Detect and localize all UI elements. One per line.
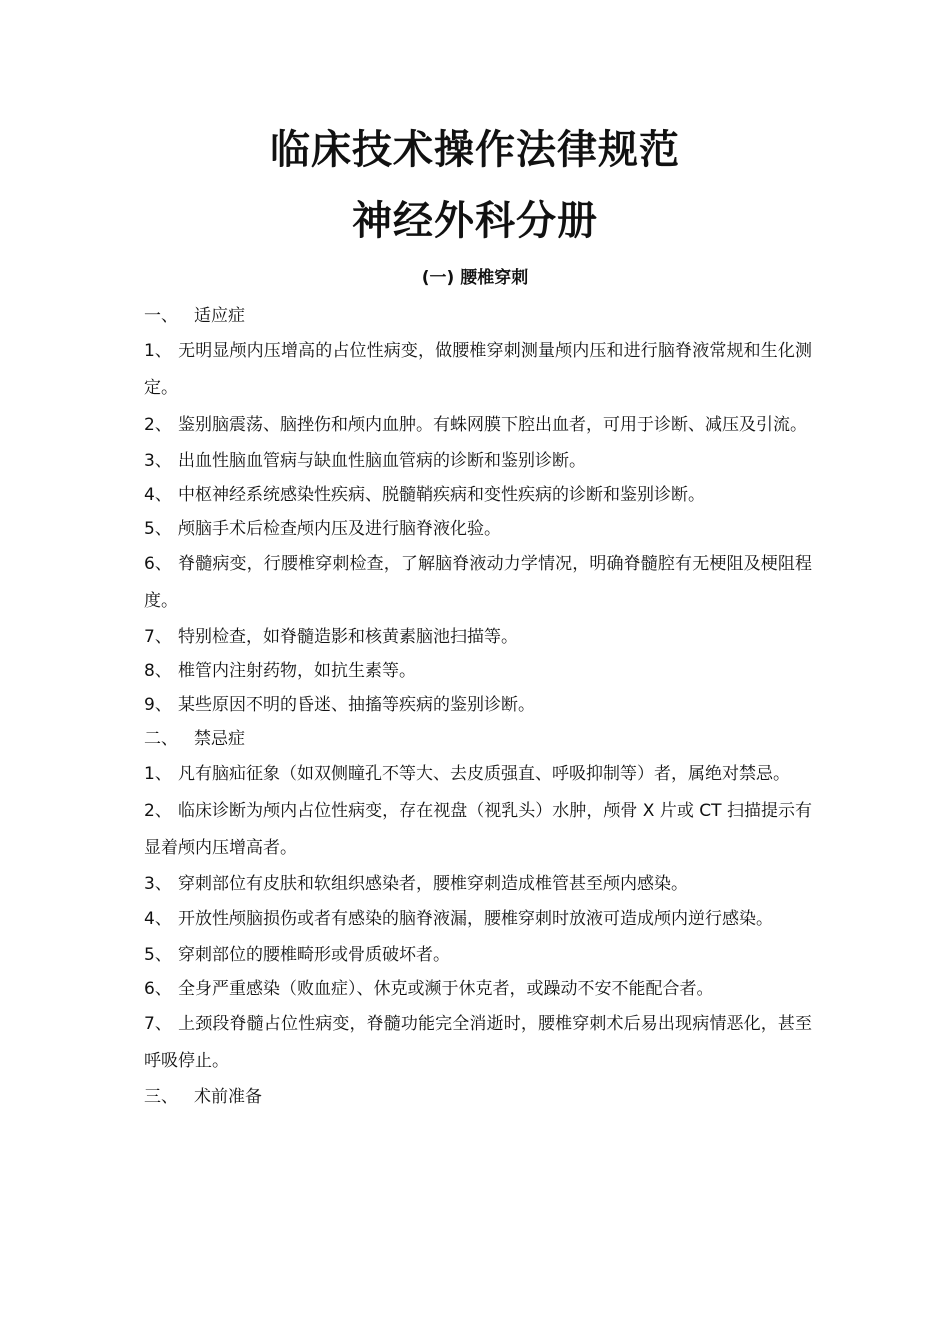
list-item — [144, 546, 812, 620]
list-item — [144, 1006, 812, 1080]
section-number: 三、 — [144, 1087, 178, 1107]
section-heading-text: 禁忌症 — [194, 729, 245, 749]
document-body — [144, 299, 812, 1114]
section-heading-text: 术前准备 — [194, 1087, 262, 1107]
list-item — [144, 654, 812, 688]
item-text: 出血性脑血管病与缺血性脑血管病的诊断和鉴别诊断。 — [178, 451, 586, 471]
item-number: 1、 — [144, 764, 172, 784]
item-text: 特别检查，如脊髓造影和核黄素脑池扫描等。 — [178, 627, 518, 647]
item-number: 2、 — [144, 801, 172, 821]
section-heading — [144, 722, 812, 756]
list-item — [144, 444, 812, 478]
section-title: (一) 腰椎穿刺 — [421, 268, 529, 288]
item-text: 鉴别脑震荡、脑挫伤和颅内血肿。有蛛网膜下腔出血者，可用于诊断、减压及引流。 — [178, 415, 807, 435]
item-text: 全身严重感染（败血症）、休克或濒于休克者，或躁动不安不能配合者。 — [178, 979, 714, 999]
item-number: 4、 — [144, 909, 172, 929]
item-number: 3、 — [144, 451, 172, 471]
item-number: 5、 — [144, 945, 172, 965]
list-item — [144, 620, 812, 654]
section-heading — [144, 1080, 812, 1114]
item-text: 临床诊断为颅内占位性病变，存在视盘（视乳头）水肿，颅骨 X 片或 CT 扫描提示有显着颅内压增高者。 — [144, 801, 812, 858]
list-item — [144, 972, 812, 1006]
item-number: 7、 — [144, 627, 172, 647]
item-text: 开放性颅脑损伤或者有感染的脑脊液漏，腰椎穿刺时放液可造成颅内逆行感染。 — [178, 909, 773, 929]
item-text: 上颈段脊髓占位性病变，脊髓功能完全消逝时，腰椎穿刺术后易出现病情恶化，甚至呼吸停止。 — [144, 1014, 812, 1071]
document-title: 临床技术操作法律规范 — [270, 126, 680, 173]
section-number: 二、 — [144, 729, 178, 749]
item-number: 4、 — [144, 485, 172, 505]
item-text: 脊髓病变，行腰椎穿刺检查，了解脑脊液动力学情况，明确脊髓腔有无梗阻及梗阻程度。 — [144, 554, 812, 611]
list-item — [144, 407, 812, 444]
list-item — [144, 478, 812, 512]
list-item — [144, 901, 812, 938]
item-number: 5、 — [144, 519, 172, 539]
document-subtitle-volume: 神经外科分册 — [352, 197, 598, 244]
item-number: 9、 — [144, 695, 172, 715]
item-text: 某些原因不明的昏迷、抽搐等疾病的鉴别诊断。 — [178, 695, 535, 715]
item-text: 穿刺部位的腰椎畸形或骨质破坏者。 — [178, 945, 450, 965]
item-text: 无明显颅内压增高的占位性病变，做腰椎穿刺测量颅内压和进行脑脊液常规和生化测定。 — [144, 341, 812, 398]
list-item — [144, 756, 812, 793]
item-number: 6、 — [144, 554, 172, 574]
list-item — [144, 333, 812, 407]
list-item — [144, 938, 812, 972]
item-text: 凡有脑疝征象（如双侧瞳孔不等大、去皮质强直、呼吸抑制等）者，属绝对禁忌。 — [178, 764, 790, 784]
list-item — [144, 512, 812, 546]
item-text: 椎管内注射药物，如抗生素等。 — [178, 661, 416, 681]
item-number: 6、 — [144, 979, 172, 999]
item-text: 穿刺部位有皮肤和软组织感染者，腰椎穿刺造成椎管甚至颅内感染。 — [178, 874, 688, 894]
item-text: 颅脑手术后检查颅内压及进行脑脊液化验。 — [178, 519, 501, 539]
item-number: 1、 — [144, 341, 172, 361]
item-number: 7、 — [144, 1014, 172, 1034]
list-item — [144, 793, 812, 867]
item-number: 2、 — [144, 415, 172, 435]
list-item — [144, 867, 812, 901]
item-number: 8、 — [144, 661, 172, 681]
section-heading-text: 适应症 — [194, 306, 245, 326]
section-number: 一、 — [144, 306, 178, 326]
item-text: 中枢神经系统感染性疾病、脱髓鞘疾病和变性疾病的诊断和鉴别诊断。 — [178, 485, 705, 505]
section-heading — [144, 299, 812, 333]
item-number: 3、 — [144, 874, 172, 894]
list-item — [144, 688, 812, 722]
